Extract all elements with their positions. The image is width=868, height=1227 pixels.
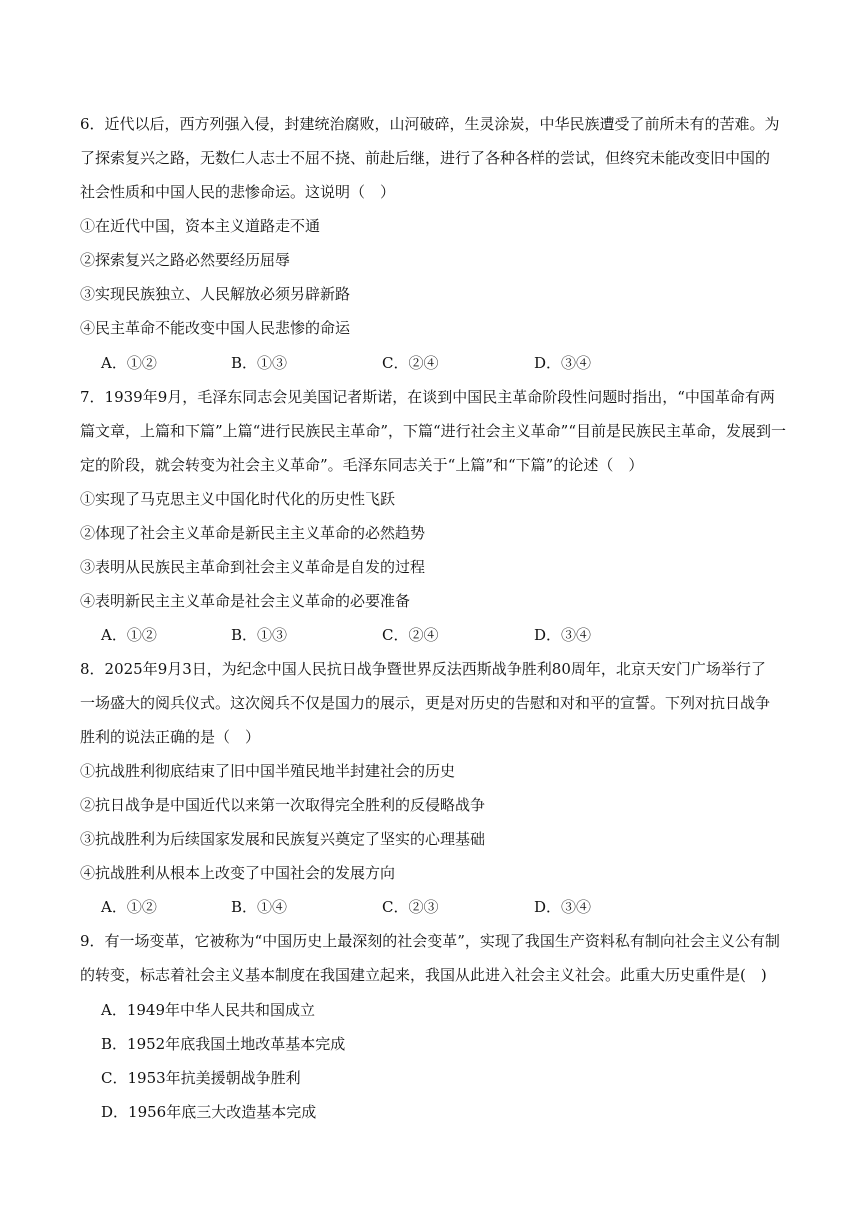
question-9-option-b[interactable]: B．1952年底我国土地改革基本完成 <box>101 1035 346 1053</box>
question-6-statement-2: ②探索复兴之路必然要经历屈辱 <box>80 251 291 269</box>
question-6-option-d[interactable]: D．③④ <box>534 354 592 372</box>
question-8-stem-line-3: 胜利的说法正确的是（ ） <box>80 728 261 746</box>
question-6-stem-line-2: 了探索复兴之路，无数仁人志士不屈不挠、前赴后继，进行了各种各样的尝试，但终究未能改变旧中国的 <box>80 149 771 167</box>
question-6-option-a[interactable]: A．①② <box>101 354 157 372</box>
question-8-option-c[interactable]: C．②③ <box>382 898 439 916</box>
question-9-stem-line-2: 的转变，标志着社会主义基本制度在我国建立起来，我国从此进入社会主义社会。此重大历史重件是( ) <box>80 966 767 984</box>
question-7-stem-line-1: 7．1939年9月，毛泽东同志会见美国记者斯诺，在谈到中国民主革命阶段性问题时指出，“中国革命有两 <box>80 388 775 406</box>
question-6-statement-1: ①在近代中国，资本主义道路走不通 <box>80 217 321 235</box>
question-6-statement-3: ③实现民族独立、人民解放必须另辟新路 <box>80 285 351 303</box>
question-6-stem-line-3: 社会性质和中国人民的悲惨命运。这说明（ ） <box>80 183 396 201</box>
question-8-stem-line-2: 一场盛大的阅兵仪式。这次阅兵不仅是国力的展示，更是对历史的告慰和对和平的宣誓。下列对抗日战争 <box>80 694 771 712</box>
question-8-option-d[interactable]: D．③④ <box>534 898 592 916</box>
question-8-statement-4: ④抗战胜利从根本上改变了中国社会的发展方向 <box>80 864 396 882</box>
question-9-option-a[interactable]: A．1949年中华人民共和国成立 <box>101 1001 316 1019</box>
question-7-stem-line-3: 定的阶段，就会转变为社会主义革命”。毛泽东同志关于“上篇”和“下篇”的论述（ ） <box>80 456 644 474</box>
question-8-option-a[interactable]: A．①② <box>101 898 157 916</box>
question-7-option-d[interactable]: D．③④ <box>534 626 592 644</box>
question-8-statement-1: ①抗战胜利彻底结束了旧中国半殖民地半封建社会的历史 <box>80 762 456 780</box>
question-8-option-b[interactable]: B．①④ <box>231 898 288 916</box>
question-7-stem-line-2: 篇文章，上篇和下篇”上篇“进行民族民主革命”，下篇“进行社会主义革命”“目前是民族民主革命，发展到一 <box>80 422 787 440</box>
question-7-option-a[interactable]: A．①② <box>101 626 157 644</box>
question-6-stem-line-1: 6．近代以后，西方列强入侵，封建统治腐败，山河破碎，生灵涂炭，中华民族遭受了前所未有的苦难。为 <box>80 115 780 133</box>
question-6-option-b[interactable]: B．①③ <box>231 354 288 372</box>
question-7-statement-1: ①实现了马克思主义中国化时代化的历史性飞跃 <box>80 490 396 508</box>
question-7-statement-3: ③表明从民族民主革命到社会主义革命是自发的过程 <box>80 558 426 576</box>
question-9-stem-line-1: 9．有一场变革，它被称为“中国历史上最深刻的社会变革”，实现了我国生产资料私有制向社会主义公有制 <box>80 932 780 950</box>
question-6-statement-4: ④民主革命不能改变中国人民悲惨的命运 <box>80 319 351 337</box>
question-8-stem-line-1: 8．2025年9月3日，为纪念中国人民抗日战争暨世界反法西斯战争胜利80周年，北京天安门广场举行了 <box>80 660 766 678</box>
question-7-statement-4: ④表明新民主主义革命是社会主义革命的必要准备 <box>80 592 411 610</box>
question-6-option-c[interactable]: C．②④ <box>382 354 439 372</box>
question-8-statement-3: ③抗战胜利为后续国家发展和民族复兴奠定了坚实的心理基础 <box>80 830 486 848</box>
question-7-option-c[interactable]: C．②④ <box>382 626 439 644</box>
question-8-statement-2: ②抗日战争是中国近代以来第一次取得完全胜利的反侵略战争 <box>80 796 486 814</box>
question-9-option-d[interactable]: D．1956年底三大改造基本完成 <box>101 1103 317 1121</box>
question-9-option-c[interactable]: C．1953年抗美援朝战争胜利 <box>101 1069 301 1087</box>
question-7-option-b[interactable]: B．①③ <box>231 626 288 644</box>
question-7-statement-2: ②体现了社会主义革命是新民主主义革命的必然趋势 <box>80 524 426 542</box>
